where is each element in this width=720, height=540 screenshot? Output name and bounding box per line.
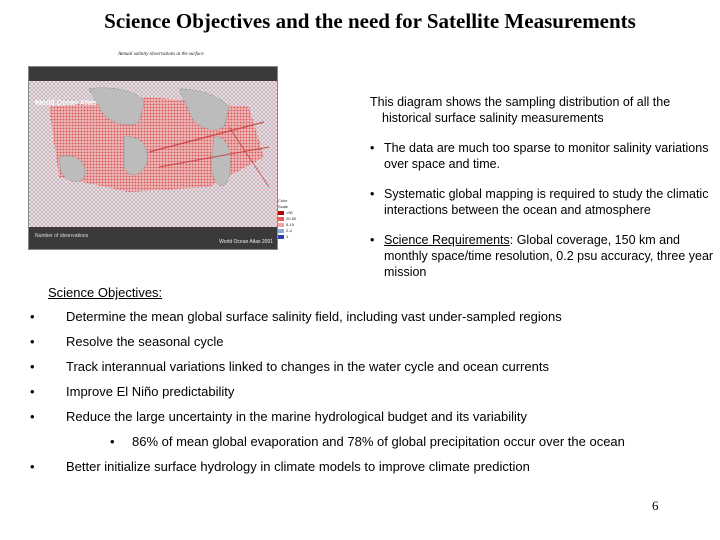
objective-item: • Resolve the seasonal cycle	[30, 334, 224, 349]
objective-item: • Reduce the large uncertainty in the marine hydrological budget and its variability	[30, 409, 528, 424]
page-number: 6	[652, 498, 659, 513]
map-caption: Annual salinity observations at the surface	[118, 52, 204, 57]
objectives-list	[30, 308, 700, 483]
legend-item: 5-19	[278, 222, 298, 228]
map-label-observations: Number of observations	[35, 233, 89, 239]
objectives-heading: Science Objectives:	[48, 285, 163, 300]
legend-title: Color Scale	[278, 198, 289, 209]
legend-item: >50	[278, 210, 298, 216]
description-intro: This diagram shows the sampling distribution of all the historical surface salinity measurements	[370, 95, 671, 125]
bullet-dot: •	[30, 334, 35, 349]
map-label-source: World Ocean Atlas 2001	[219, 239, 273, 245]
description-bullet: • The data are much too sparse to monitor salinity variations over space and time.	[370, 141, 709, 171]
map-legend	[278, 198, 298, 240]
requirements-label: Science Requirements	[384, 233, 510, 247]
legend-swatch	[278, 229, 284, 233]
slide-title: Science Objectives and the need for Satellite Measurements	[104, 9, 636, 33]
bullet-dot: •	[370, 187, 375, 201]
bullet-dot: •	[30, 459, 35, 474]
map-label-atlas: World Ocean Atlas	[35, 100, 97, 107]
bullet-dot: •	[30, 409, 35, 424]
description-column	[370, 94, 715, 280]
legend-swatch	[278, 223, 284, 227]
legend-swatch	[278, 217, 284, 221]
description-bullet: • Systematic global mapping is required to study the climatic interactions between the ocean and atmosphere	[370, 187, 709, 217]
bullet-dot: •	[110, 434, 115, 449]
legend-swatch	[278, 211, 284, 215]
objective-item: • Better initialize surface hydrology in climate models to improve climate prediction	[30, 459, 530, 474]
salinity-map	[8, 54, 298, 250]
objective-item: • Determine the mean global surface salinity field, including vast under-sampled regions	[30, 309, 562, 324]
legend-swatch	[278, 235, 284, 239]
bullet-dot: •	[30, 384, 35, 399]
bullet-dot: •	[30, 309, 35, 324]
objective-item: • Improve El Niño predictability	[30, 384, 235, 399]
legend-item: 2-4	[278, 228, 298, 234]
legend-item: 20-50	[278, 216, 298, 222]
objective-item: • Track interannual variations linked to changes in the water cycle and ocean currents	[30, 359, 549, 374]
bullet-dot: •	[370, 141, 375, 155]
map-image	[28, 66, 278, 250]
objective-sub-item: • 86% of mean global evaporation and 78% of global precipitation occur over the ocean	[110, 434, 625, 449]
world-map-graphic	[29, 67, 277, 249]
requirements-text: : Global coverage, 150 km and monthly space/time resolution, 0.2 psu accuracy, three year mission	[384, 233, 714, 279]
bullet-dot: •	[370, 233, 375, 247]
requirements-bullet	[370, 232, 715, 280]
bullet-dot: •	[30, 359, 35, 374]
legend-item: 1	[278, 234, 298, 240]
